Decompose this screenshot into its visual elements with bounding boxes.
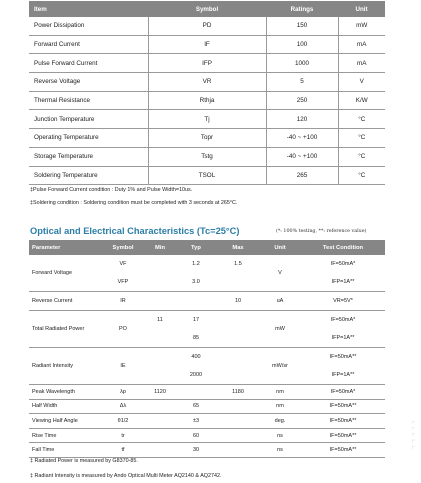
max-cell: 1180	[217, 385, 259, 400]
symbol-cell: VF	[119, 261, 127, 267]
condition-cell: IF=50mA**	[301, 414, 385, 429]
min-cell	[145, 366, 175, 385]
param-reverse-current: Reverse Current	[29, 292, 101, 311]
typ-cell: 400	[191, 354, 201, 360]
param-cell: Rise Time	[29, 428, 101, 443]
ratings-cell: 100	[266, 35, 338, 54]
param-cell: Peak Wavelength	[29, 385, 101, 400]
radiant-intensity-note: ‡ Radiant Intensity is measured by Ando Optical Multi Meter AQ2140 & AQ2742.	[30, 473, 222, 479]
param-cell: Viewing Half Angle	[29, 414, 101, 429]
unit-cell: V	[259, 255, 301, 292]
item-cell: Thermal Resistance	[29, 91, 148, 110]
side-margin-mark: ∟ ∟ ∟ ∟ ∟	[410, 420, 416, 451]
symbol-cell: IF	[148, 35, 266, 54]
symbol-cell: Topr	[148, 129, 266, 148]
ratings-cell: 5	[266, 73, 338, 92]
item-cell: Pulse Forward Current	[29, 54, 148, 73]
table-row	[29, 147, 385, 166]
item-cell: Soldering Temperature	[29, 166, 148, 185]
condition-cell: IF=50mA*	[301, 385, 385, 400]
absolute-maximum-ratings-table	[29, 1, 385, 185]
condition-cell: IF=50mA*	[330, 317, 356, 323]
param-total-radiated-power: Total Radiated Power	[29, 311, 101, 348]
max-cell	[217, 273, 259, 292]
table-row	[29, 129, 385, 148]
unit-cell: ns	[259, 428, 301, 443]
symbol-cell: Tj	[148, 110, 266, 129]
header-symbol: Symbol	[101, 240, 145, 255]
unit-cell: mW	[259, 311, 301, 348]
max-cell	[217, 428, 259, 443]
symbol-cell: VR	[148, 73, 266, 92]
unit-cell: mA	[338, 54, 385, 73]
table-row	[29, 428, 385, 443]
typ-cell: 1.2	[192, 261, 200, 267]
min-cell: 1120	[145, 385, 175, 400]
param-radiant-intensity: Radiant Intensity	[29, 348, 101, 385]
table-row	[29, 110, 385, 129]
table-row	[29, 385, 385, 400]
table-row	[29, 399, 385, 414]
unit-cell: uA	[259, 292, 301, 311]
typ-cell: 2000	[175, 366, 217, 385]
max-cell	[217, 443, 259, 458]
ratings-cell: -40 ~ +100	[266, 129, 338, 148]
unit-cell: deg.	[259, 414, 301, 429]
max-cell	[217, 348, 259, 367]
table-header-row	[29, 240, 385, 255]
condition-cell: IFP=1A**	[301, 366, 385, 385]
soldering-note: ‡Soldering condition : Soldering condition must be completed with 3 seconds at 265°C.	[30, 200, 238, 206]
item-cell: Storage Temperature	[29, 147, 148, 166]
typ-cell: 85	[175, 329, 217, 348]
typ-cell	[175, 292, 217, 311]
unit-cell: nm	[259, 399, 301, 414]
symbol-cell: VFP	[101, 273, 145, 292]
item-cell: Forward Current	[29, 35, 148, 54]
unit-cell: K/W	[338, 91, 385, 110]
ratings-cell: 250	[266, 91, 338, 110]
unit-cell: °C	[338, 129, 385, 148]
header-unit: Unit	[338, 1, 385, 17]
ratings-cell: 120	[266, 110, 338, 129]
header-min: Min	[145, 240, 175, 255]
header-parameter: Parameter	[29, 240, 101, 255]
min-cell	[145, 414, 175, 429]
symbol-cell: IR	[101, 292, 145, 311]
typ-cell: 3.0	[175, 273, 217, 292]
unit-cell: mA	[338, 35, 385, 54]
condition-cell: IF=50mA*	[330, 261, 356, 267]
max-cell	[217, 311, 259, 330]
header-item: Item	[29, 1, 148, 17]
section-title: Optical and Electrical Characteristics (Tc=25°C)	[30, 226, 240, 236]
table-row	[29, 348, 385, 367]
condition-cell: IF=50mA**	[301, 443, 385, 458]
max-cell: 10	[217, 292, 259, 311]
table-header-row	[29, 1, 385, 17]
table-row	[29, 54, 385, 73]
symbol-cell: Tstg	[148, 147, 266, 166]
max-cell	[217, 414, 259, 429]
unit-cell: °C	[338, 166, 385, 185]
max-cell: 1.5	[234, 261, 242, 267]
condition-cell: IFP=1A**	[301, 273, 385, 292]
min-cell	[145, 428, 175, 443]
table-row	[29, 311, 385, 330]
min-cell	[145, 443, 175, 458]
min-cell	[145, 329, 175, 348]
typ-cell	[175, 385, 217, 400]
optical-electrical-table	[29, 240, 385, 458]
pulse-current-note: ‡Pulse Forward Current condition : Duty 1% and Pulse Width=10us.	[30, 187, 193, 193]
max-cell	[217, 366, 259, 385]
item-cell: Operating Temperature	[29, 129, 148, 148]
symbol-cell: Rthja	[148, 91, 266, 110]
table-row	[29, 17, 385, 35]
table-row	[29, 166, 385, 185]
unit-cell: °C	[338, 147, 385, 166]
condition-cell: IFP=1A**	[301, 329, 385, 348]
header-typ: Typ	[175, 240, 217, 255]
item-cell: Junction Temperature	[29, 110, 148, 129]
typ-cell: 60	[175, 428, 217, 443]
table-row	[29, 255, 385, 273]
table-row	[29, 414, 385, 429]
radiated-power-note: ‡ Radiated Power is measured by G8370-85.	[30, 458, 138, 464]
condition-cell: IF=50mA**	[301, 428, 385, 443]
typ-cell: 30	[175, 443, 217, 458]
min-cell	[145, 348, 175, 367]
unit-cell: V	[338, 73, 385, 92]
symbol-cell: PO	[101, 311, 145, 348]
table-row	[29, 35, 385, 54]
ratings-cell: 150	[266, 17, 338, 35]
header-ratings: Ratings	[266, 1, 338, 17]
unit-cell: ns	[259, 443, 301, 458]
header-unit: Unit	[259, 240, 301, 255]
symbol-cell: Δλ	[101, 399, 145, 414]
item-cell: Power Dissipation	[29, 17, 148, 35]
min-cell	[145, 399, 175, 414]
table-row	[29, 73, 385, 92]
testing-legend-note: (*: 100% testing, **: reference value)	[276, 229, 367, 234]
typ-cell: 65	[175, 399, 217, 414]
unit-cell: °C	[338, 110, 385, 129]
symbol-cell: IFP	[148, 54, 266, 73]
unit-cell: nm	[259, 385, 301, 400]
param-forward-voltage: Forward Voltage	[29, 255, 101, 292]
min-cell	[145, 255, 175, 273]
symbol-cell: IE	[101, 348, 145, 385]
header-max: Max	[217, 240, 259, 255]
unit-cell: mW	[338, 17, 385, 35]
symbol-cell: PD	[148, 17, 266, 35]
table-row	[29, 292, 385, 311]
typ-cell: ±3	[175, 414, 217, 429]
max-cell	[217, 399, 259, 414]
condition-cell: VR=5V*	[301, 292, 385, 311]
unit-cell: mW/sr	[259, 348, 301, 385]
min-cell: 11	[157, 317, 163, 323]
ratings-cell: 1000	[266, 54, 338, 73]
param-cell: Half Width	[29, 399, 101, 414]
condition-cell: IF=50mA**	[329, 354, 357, 360]
min-cell	[145, 292, 175, 311]
symbol-cell: θ1/2	[101, 414, 145, 429]
table-row	[29, 443, 385, 458]
symbol-cell: tr	[101, 428, 145, 443]
ratings-cell: 265	[266, 166, 338, 185]
symbol-cell: λp	[101, 385, 145, 400]
max-cell	[217, 329, 259, 348]
min-cell	[145, 273, 175, 292]
condition-cell: IF=50mA**	[301, 399, 385, 414]
ratings-cell: -40 ~ +100	[266, 147, 338, 166]
header-symbol: Symbol	[148, 1, 266, 17]
item-cell: Reverse Voltage	[29, 73, 148, 92]
typ-cell: 17	[192, 317, 200, 323]
symbol-cell: tf	[101, 443, 145, 458]
table-row	[29, 91, 385, 110]
header-test-condition: Test Condition	[301, 240, 385, 255]
param-cell: Fall Time	[29, 443, 101, 458]
symbol-cell: TSOL	[148, 166, 266, 185]
